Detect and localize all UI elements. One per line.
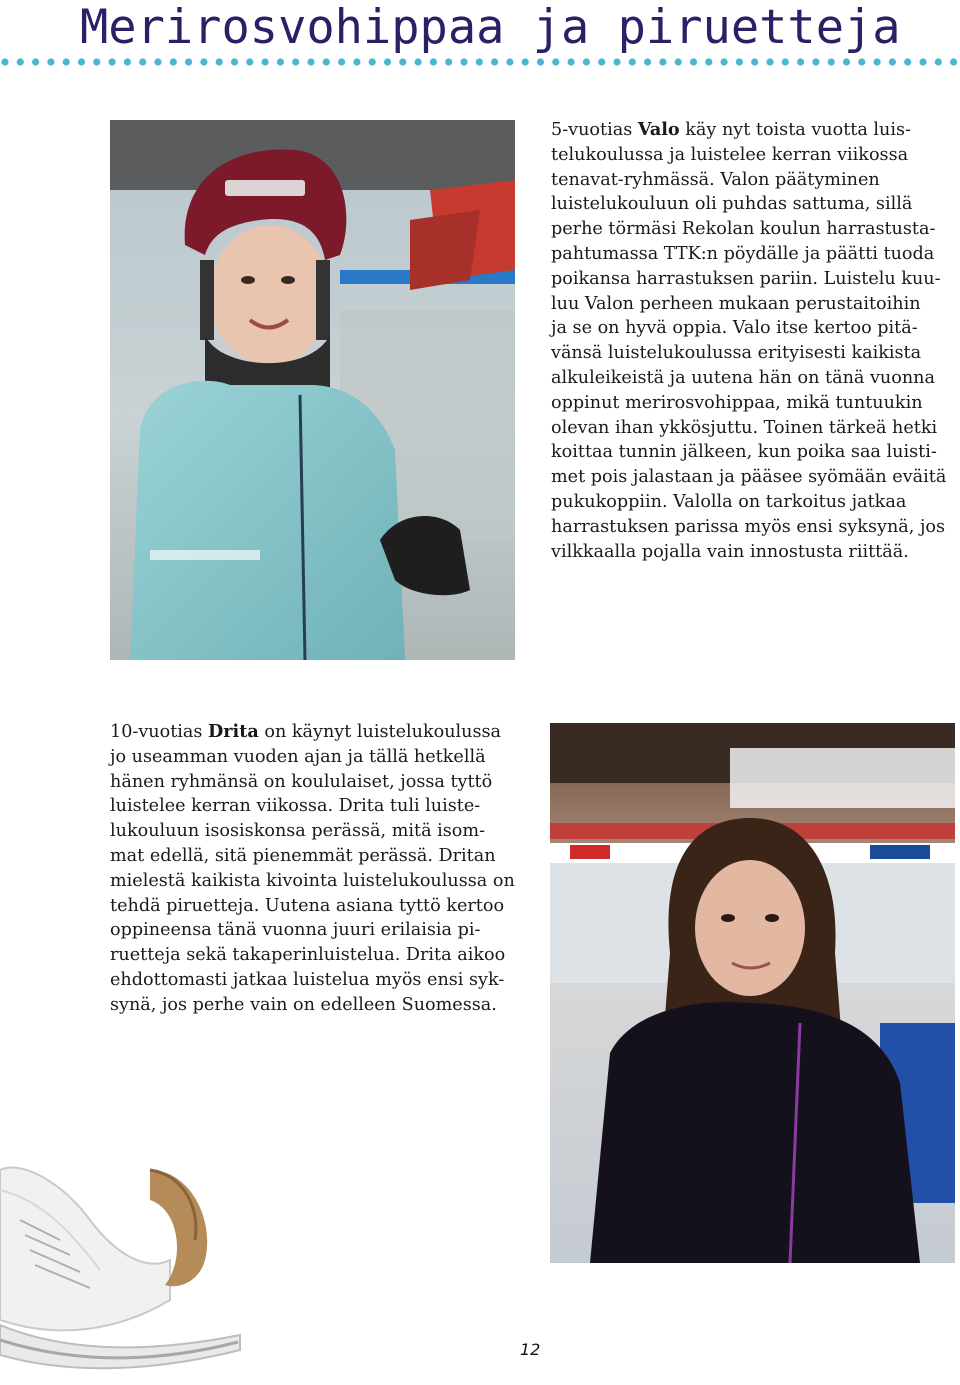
text-fragment: oppinut merirosvohippaa, mikä tuntuukin [551,392,923,413]
divider-dot [353,58,360,65]
divider-dot [812,58,819,65]
text-fragment: 5-vuotias [551,120,638,140]
divider-dot [185,58,192,65]
text-fragment: on käynyt luistelukoulussa [258,722,502,742]
text-fragment: mielestä kaikista kivointa luistelukoulussa on [110,870,515,891]
valo-story [551,118,956,564]
divider-dot [874,58,881,65]
text-line [551,490,956,515]
text-fragment: lukouluun isosiskonsa perässä, mitä isom- [110,821,486,842]
divider-dot [598,58,605,65]
text-line [551,416,956,441]
text-line [551,540,956,565]
divider-dot [154,58,161,65]
page-number: 12 [520,1340,541,1359]
text-fragment: tehdä piruetteja. Uutena asiana tyttö kertoo [110,895,505,916]
divider-dot [919,58,926,65]
divider-dot [231,58,238,65]
text-fragment: perhe törmäsi Rekolan koulun harrastusta- [551,219,936,240]
divider-dot [537,58,544,65]
divider-dot [369,58,376,65]
text-line [551,366,956,391]
text-fragment: vänsä luistelukoulussa erityisesti kaikista [551,343,922,364]
person-name: Drita [208,721,259,742]
divider-dot [323,58,330,65]
text-line [110,794,530,819]
divider-dot [751,58,758,65]
divider-dot [307,58,314,65]
divider-dot [139,58,146,65]
text-line [110,918,530,943]
text-fragment: 10-vuotias [110,722,209,742]
divider-dot [613,58,620,65]
text-fragment: pukukoppiin. Valolla on tarkoitus jatkaa [551,491,907,512]
text-line [110,819,530,844]
divider-dot [476,58,483,65]
text-fragment: käy nyt toista vuotta luis- [679,120,911,140]
divider-dot [721,58,728,65]
text-fragment: synä, jos perhe vain on edelleen Suomessa. [110,994,497,1015]
text-fragment: oppineensa tänä vuonna juuri erilaisia pi- [110,920,481,941]
divider-dot [858,58,865,65]
girl-in-ice-rink-photo-icon [550,723,955,1263]
divider-dot [277,58,284,65]
text-line [110,745,530,770]
text-line [110,844,530,869]
divider-dot [828,58,835,65]
text-fragment: mat edellä, sitä pienemmät perässä. Dritan [110,845,496,866]
divider-dot [246,58,253,65]
text-line [551,118,956,143]
divider-dot [950,58,957,65]
text-line [110,943,530,968]
divider-dot [399,58,406,65]
text-fragment: luu Valon perheen mukaan perustaitoihin [551,293,921,314]
text-line [551,341,956,366]
text-line [110,993,530,1018]
text-line [551,168,956,193]
divider-dot [47,58,54,65]
text-fragment: vilkkaalla pojalla vain innostusta riittää. [551,541,909,562]
divider-dot [904,58,911,65]
valo-photo [110,120,515,660]
divider-dot [843,58,850,65]
divider-dot [445,58,452,65]
text-fragment: koittaa tunnin jälkeen, kun poika saa luisti- [551,442,937,463]
dotted-divider [0,57,960,67]
person-name: Valo [637,119,680,140]
divider-dot [216,58,223,65]
text-fragment: hänen ryhmänsä on koululaiset, jossa tyttö [110,771,493,792]
text-fragment: olevan ihan ykkösjuttu. Toinen tärkeä hetki [551,417,938,438]
text-line [110,770,530,795]
divider-dot [430,58,437,65]
text-fragment: harrastuksen parissa myös ensi syksynä, jos [551,516,946,537]
text-fragment: luistelee kerran viikossa. Drita tuli luiste- [110,796,481,817]
divider-dot [415,58,422,65]
divider-dot [552,58,559,65]
divider-dot [690,58,697,65]
text-fragment: tenavat-ryhmässä. Valon päätyminen [551,169,880,190]
divider-dot [78,58,85,65]
divider-dot [766,58,773,65]
divider-dot [506,58,513,65]
text-line [110,869,530,894]
divider-dot [32,58,39,65]
text-line [551,440,956,465]
divider-dot [491,58,498,65]
divider-dot [889,58,896,65]
text-fragment: poikansa harrastuksen pariin. Luistelu kuu- [551,268,941,289]
drita-story [110,720,530,1018]
divider-dot [782,58,789,65]
text-line [551,267,956,292]
divider-dot [384,58,391,65]
text-line [551,316,956,341]
text-fragment: jo useamman vuoden ajan ja tällä hetkellä [110,746,486,767]
divider-dot [93,58,100,65]
divider-dot [522,58,529,65]
divider-dot [705,58,712,65]
text-line [551,391,956,416]
text-line [551,292,956,317]
drita-photo [550,723,955,1263]
divider-dot [935,58,942,65]
divider-dot [644,58,651,65]
text-line [110,894,530,919]
text-line [551,465,956,490]
text-fragment: met pois jalastaan ja pääsee syömään eväitä [551,467,947,488]
text-fragment: telukoulussa ja luistelee kerran viikossa [551,144,909,165]
divider-dot [568,58,575,65]
divider-dot [1,58,8,65]
divider-dot [17,58,24,65]
text-fragment: luistelukouluun oli puhdas sattuma, sillä [551,194,913,215]
boy-with-hockey-helmet-photo-icon [110,120,515,660]
divider-dot [338,58,345,65]
divider-dot [124,58,131,65]
divider-dot [797,58,804,65]
divider-dot [63,58,70,65]
divider-dot [629,58,636,65]
divider-dot [659,58,666,65]
text-line [551,217,956,242]
text-fragment: pahtumassa TTK:n pöydälle ja päätti tuoda [551,243,935,264]
page-title: Merirosvohippaa ja piruetteja [80,0,901,55]
divider-dot [200,58,207,65]
divider-dot [675,58,682,65]
divider-dot [109,58,116,65]
text-fragment: ruetteja sekä takaperinluistelua. Drita aikoo [110,945,506,966]
text-line [110,968,530,993]
text-line [551,143,956,168]
divider-dot [292,58,299,65]
figure-skate-icon [0,1150,250,1385]
divider-dot [736,58,743,65]
text-line [551,515,956,540]
text-fragment: ja se on hyvä oppia. Valo itse kertoo pitä- [551,318,918,339]
divider-dot [460,58,467,65]
divider-dot [583,58,590,65]
text-fragment: alkuleikeistä ja uutena hän on tänä vuonna [551,367,935,388]
text-line [551,242,956,267]
divider-dot [170,58,177,65]
text-line [110,720,530,745]
text-line [551,192,956,217]
divider-dot [262,58,269,65]
text-fragment: ehdottomasti jatkaa luistelua myös ensi syk- [110,969,505,990]
